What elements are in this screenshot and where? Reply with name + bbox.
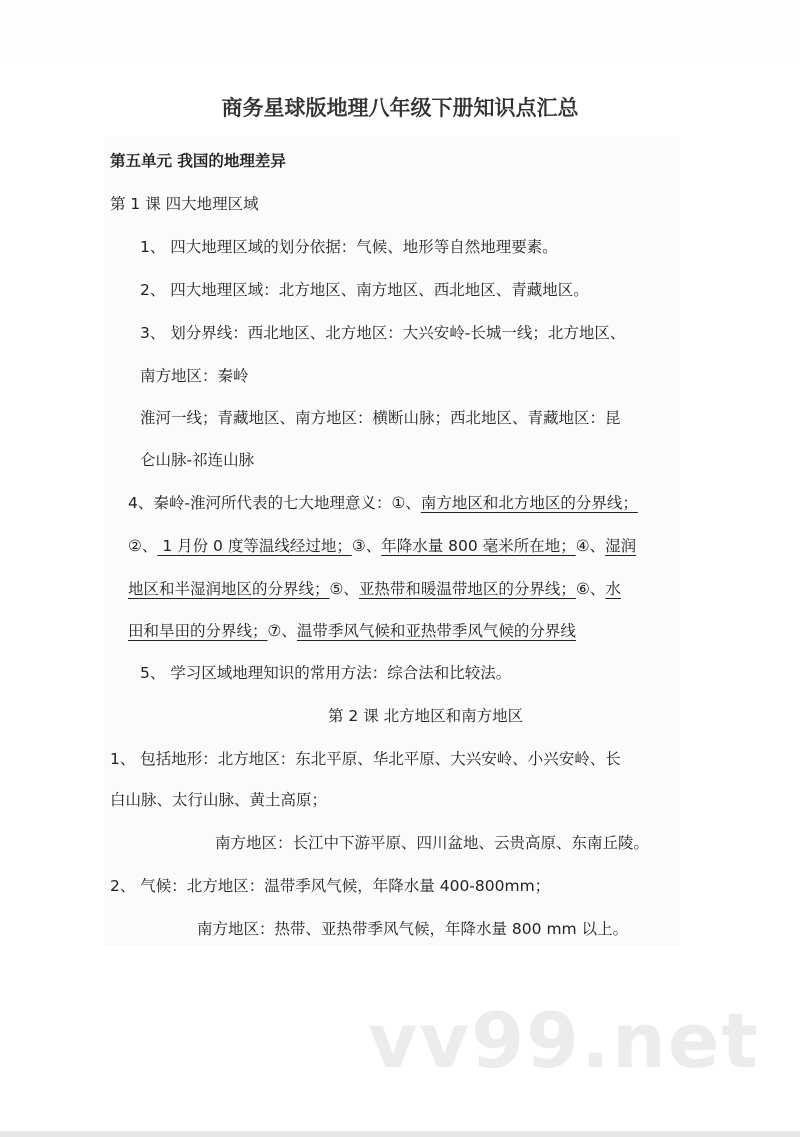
point-label: ⑦、 bbox=[267, 622, 297, 640]
lesson2-heading: 第 2 课 北方地区和南方地区 bbox=[328, 707, 524, 725]
underlined-point: 田和旱田的分界线； bbox=[128, 622, 268, 640]
watermark: vv99.net bbox=[368, 996, 760, 1085]
item4-line bbox=[128, 579, 621, 599]
item4-line bbox=[128, 493, 638, 513]
lesson1-heading: 第 1 课 四大地理区域 bbox=[110, 195, 259, 213]
lesson1-item3-cont: 仑山脉-祁连山脉 bbox=[140, 451, 255, 469]
lesson2-item2: 2、 气候：北方地区：温带季风气候，年降水量 400-800mm； bbox=[110, 877, 551, 895]
lesson1-item5: 5、 学习区域地理知识的常用方法：综合法和比较法。 bbox=[140, 664, 512, 682]
lesson2-item1: 1、 包括地形：北方地区：东北平原、华北平原、大兴安岭、小兴安岭、长 bbox=[110, 750, 621, 768]
top-margin bbox=[0, 0, 800, 62]
underlined-point: 水 bbox=[605, 580, 621, 598]
point-label: ⑥、 bbox=[575, 580, 606, 598]
lesson1-item3-cont: 淮河一线；青藏地区、南方地区：横断山脉；西北地区、青藏地区：昆 bbox=[140, 409, 621, 427]
underlined-point: 温带季风气候和亚热带季风气候的分界线 bbox=[296, 622, 576, 640]
document-title: 商务星球版地理八年级下册知识点汇总 bbox=[221, 96, 579, 120]
point-label: ③、 bbox=[351, 537, 382, 555]
item4-line bbox=[128, 536, 636, 556]
item4-line bbox=[128, 621, 576, 641]
lesson2-item1-south: 南方地区：长江中下游平原、四川盆地、云贵高原、东南丘陵。 bbox=[215, 834, 650, 852]
lesson1-item2: 2、 四大地理区域：北方地区、南方地区、西北地区、青藏地区。 bbox=[140, 281, 589, 299]
lesson1-item1: 1、 四大地理区域的划分依据：气候、地形等自然地理要素。 bbox=[140, 238, 558, 256]
underlined-point: 亚热带和暖温带地区的分界线； bbox=[358, 580, 576, 598]
bottom-edge bbox=[0, 1131, 800, 1137]
lesson2-item1-cont: 白山脉、太行山脉、黄土高原； bbox=[110, 791, 328, 809]
point-label: ④、 bbox=[575, 537, 606, 555]
point-label: ②、 bbox=[128, 537, 158, 555]
underlined-point: 1 月份 0 度等温线经过地； bbox=[157, 537, 352, 555]
lesson1-item3-cont: 南方地区：秦岭 bbox=[140, 367, 249, 385]
underlined-point: 地区和半湿润地区的分界线； bbox=[128, 580, 330, 598]
underlined-point: 湿润 bbox=[605, 537, 637, 555]
underlined-point: 年降水量 800 毫米所在地； bbox=[381, 537, 576, 555]
underlined-point: 南方地区和北方地区的分界线； bbox=[420, 494, 638, 512]
point-label: ⑤、 bbox=[329, 580, 359, 598]
lesson2-item2-south: 南方地区：热带、亚热带季风气候，年降水量 800 mm 以上。 bbox=[197, 920, 629, 938]
lesson1-item3: 3、 划分界线：西北地区、北方地区：大兴安岭-长城一线；北方地区、 bbox=[140, 324, 626, 342]
point-label: 4、秦岭-淮河所代表的七大地理意义：①、 bbox=[128, 494, 421, 512]
unit-heading: 第五单元 我国的地理差异 bbox=[110, 152, 286, 170]
